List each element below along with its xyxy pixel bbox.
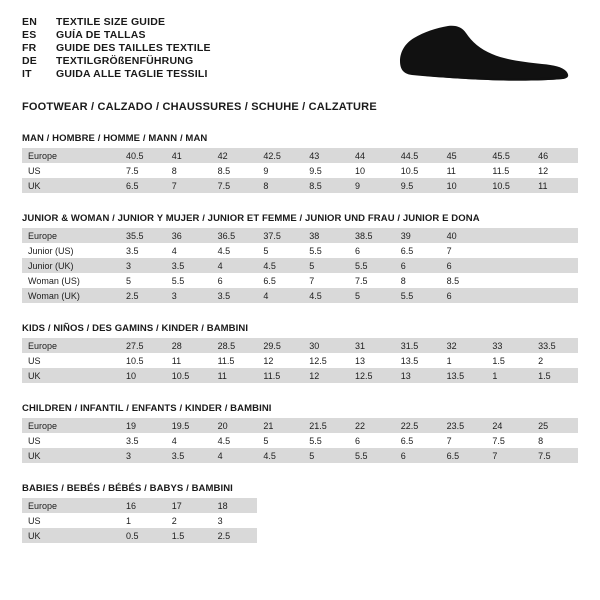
size-cell [532,288,578,303]
row-label: US [22,353,120,368]
language-row [22,55,211,68]
size-cell: 3.5 [166,258,212,273]
size-cell: 8.5 [303,178,349,193]
size-cell: 9.5 [395,178,441,193]
size-cell: 11.5 [486,163,532,178]
size-cell: 21 [257,418,303,433]
language-row [22,42,211,55]
language-title: GUÍA DE TALLAS [56,29,146,42]
size-cell: 6 [441,288,487,303]
size-cell [257,528,303,543]
size-cell [303,498,349,513]
size-cell: 4.5 [303,288,349,303]
size-cell [486,498,532,513]
size-cell: 8 [257,178,303,193]
size-cell: 11 [532,178,578,193]
table-row [22,148,578,163]
size-block-title: BABIES / BEBÉS / BÉBÉS / BABYS / BAMBINI [22,483,233,494]
size-cell: 4 [212,258,258,273]
size-cell: 13 [395,368,441,383]
size-cell: 4.5 [257,258,303,273]
size-block-title: JUNIOR & WOMAN / JUNIOR Y MUJER / JUNIOR ET FEMME / JUNIOR UND FRAU / JUNIOR E DONA [22,213,480,224]
size-cell: 2.5 [212,528,258,543]
size-cell: 28 [166,338,212,353]
size-cell: 6.5 [395,243,441,258]
size-cell: 30 [303,338,349,353]
size-cell: 3.5 [212,288,258,303]
language-code: DE [22,55,37,68]
language-title-list [22,16,211,81]
size-block-title: MAN / HOMBRE / HOMME / MANN / MAN [22,133,208,144]
size-cell [349,498,395,513]
size-cell: 19 [120,418,166,433]
size-cell: 45 [441,148,487,163]
size-block-title: KIDS / NIÑOS / DES GAMINS / KINDER / BAMBINI [22,323,249,334]
row-label: Europe [22,228,120,243]
size-cell [395,528,441,543]
size-cell: 29.5 [257,338,303,353]
size-cell: 33 [486,338,532,353]
row-label: Junior (UK) [22,258,120,273]
size-cell [257,513,303,528]
size-cell: 5.5 [303,243,349,258]
size-cell: 8 [166,163,212,178]
row-label: US [22,433,120,448]
size-block [22,133,578,193]
row-label: Europe [22,338,120,353]
table-row [22,288,578,303]
size-cell: 3.5 [166,448,212,463]
size-cell: 5 [257,243,303,258]
size-cell: 4 [257,288,303,303]
size-cell [486,228,532,243]
size-cell: 11 [212,368,258,383]
size-cell: 4 [166,243,212,258]
size-cell: 3 [166,288,212,303]
size-cell: 18 [212,498,258,513]
size-cell: 11.5 [257,368,303,383]
size-cell: 10.5 [395,163,441,178]
language-row [22,29,211,42]
size-cell: 1.5 [532,368,578,383]
size-cell: 31.5 [395,338,441,353]
size-cell: 7.5 [486,433,532,448]
size-cell: 35.5 [120,228,166,243]
size-cell [395,498,441,513]
size-cell: 43 [303,148,349,163]
size-cell: 4.5 [212,243,258,258]
size-cell: 3 [120,448,166,463]
size-cell [257,498,303,513]
table-row [22,418,578,433]
size-cell: 12.5 [349,368,395,383]
size-cell: 2.5 [120,288,166,303]
size-cell [486,528,532,543]
size-cell: 10.5 [166,368,212,383]
size-cell: 11.5 [212,353,258,368]
size-cell: 23.5 [441,418,487,433]
language-title: GUIDE DES TAILLES TEXTILE [56,42,211,55]
table-row [22,448,578,463]
size-cell: 16 [120,498,166,513]
row-label: Woman (UK) [22,288,120,303]
size-cell: 39 [395,228,441,243]
language-code: ES [22,29,37,42]
size-cell [532,528,578,543]
size-cell [441,513,487,528]
language-code: IT [22,68,32,81]
size-cell: 12 [532,163,578,178]
size-cell: 10.5 [120,353,166,368]
size-cell: 1.5 [166,528,212,543]
size-cell: 2 [166,513,212,528]
size-cell: 42 [212,148,258,163]
size-cell: 7.5 [120,163,166,178]
size-cell: 22.5 [395,418,441,433]
size-table [22,418,578,463]
row-label: UK [22,368,120,383]
size-cell: 20 [212,418,258,433]
table-row [22,178,578,193]
size-cell: 10 [349,163,395,178]
size-cell: 7.5 [349,273,395,288]
size-cell: 1 [441,353,487,368]
size-cell: 37.5 [257,228,303,243]
table-row [22,433,578,448]
language-code: EN [22,16,37,28]
size-cell: 41 [166,148,212,163]
size-cell: 36.5 [212,228,258,243]
size-cell: 1 [120,513,166,528]
size-cell: 4 [212,448,258,463]
size-cell: 38 [303,228,349,243]
size-cell: 33.5 [532,338,578,353]
table-row [22,338,578,353]
size-cell: 12 [257,353,303,368]
size-cell: 6 [395,258,441,273]
size-cell: 6 [441,258,487,273]
size-cell: 5 [349,288,395,303]
size-cell: 9 [349,178,395,193]
size-block [22,483,578,543]
table-row [22,273,578,288]
size-cell: 19.5 [166,418,212,433]
row-label: Europe [22,418,120,433]
size-cell: 7 [441,433,487,448]
size-cell: 7 [303,273,349,288]
size-cell: 5.5 [166,273,212,288]
size-cell [532,513,578,528]
size-block [22,403,578,463]
size-cell [486,243,532,258]
size-cell: 8.5 [212,163,258,178]
size-cell: 10 [120,368,166,383]
size-table [22,228,578,303]
size-cell: 7 [441,243,487,258]
size-cell: 6 [395,448,441,463]
size-cell: 28.5 [212,338,258,353]
row-label: Europe [22,148,120,163]
size-cell [395,513,441,528]
size-cell: 6 [349,433,395,448]
row-label: Junior (US) [22,243,120,258]
size-cell: 6.5 [120,178,166,193]
size-cell: 10 [441,178,487,193]
size-block-title: CHILDREN / INFANTIL / ENFANTS / KINDER / BAMBINI [22,403,272,414]
size-cell: 13.5 [395,353,441,368]
table-row [22,243,578,258]
size-block [22,323,578,383]
row-label: Europe [22,498,120,513]
size-cell: 8 [395,273,441,288]
size-cell: 21.5 [303,418,349,433]
size-cell: 8 [532,433,578,448]
size-cell: 6 [349,243,395,258]
size-cell: 7 [166,178,212,193]
footwear-section-title: FOOTWEAR / CALZADO / CHAUSSURES / SCHUHE / CALZATURE [22,101,377,113]
size-cell: 5 [303,448,349,463]
language-row [22,16,211,29]
size-cell: 6.5 [441,448,487,463]
size-cell: 36 [166,228,212,243]
size-cell: 12 [303,368,349,383]
size-table [22,338,578,383]
size-cell [486,273,532,288]
size-cell: 5 [257,433,303,448]
table-row [22,528,578,543]
size-cell: 7 [486,448,532,463]
size-cell: 5.5 [349,448,395,463]
table-row [22,498,578,513]
size-cell: 0.5 [120,528,166,543]
size-cell: 45.5 [486,148,532,163]
size-cell: 5.5 [349,258,395,273]
table-row [22,228,578,243]
size-cell: 1.5 [486,353,532,368]
size-cell: 1 [486,368,532,383]
size-cell: 4.5 [257,448,303,463]
size-cell: 7.5 [532,448,578,463]
size-cell: 9 [257,163,303,178]
size-cell [532,273,578,288]
table-row [22,258,578,273]
dress-shoe-icon [392,17,572,87]
size-cell [532,228,578,243]
size-cell: 7.5 [212,178,258,193]
size-cell [486,288,532,303]
size-cell: 31 [349,338,395,353]
header [22,16,578,88]
size-cell [303,513,349,528]
table-row [22,513,578,528]
size-cell: 12.5 [303,353,349,368]
language-row [22,68,211,81]
size-cell: 3 [212,513,258,528]
table-row [22,368,578,383]
language-title: TEXTILE SIZE GUIDE [56,16,166,28]
row-label: US [22,163,120,178]
size-cell [532,243,578,258]
size-table [22,498,578,543]
size-cell: 9.5 [303,163,349,178]
size-block [22,213,578,303]
size-cell [486,258,532,273]
size-cell [532,258,578,273]
size-cell: 22 [349,418,395,433]
size-cell [532,498,578,513]
size-cell: 17 [166,498,212,513]
size-table [22,148,578,193]
size-cell: 5 [120,273,166,288]
row-label: UK [22,178,120,193]
shoe-illustration [372,16,572,88]
size-cell: 42.5 [257,148,303,163]
row-label: UK [22,528,120,543]
size-cell: 40.5 [120,148,166,163]
size-cell [441,528,487,543]
size-blocks [22,133,578,543]
table-row [22,163,578,178]
size-cell [349,528,395,543]
size-cell: 5.5 [395,288,441,303]
size-cell: 11 [166,353,212,368]
size-cell: 24 [486,418,532,433]
size-cell: 5.5 [303,433,349,448]
size-cell [303,528,349,543]
size-cell: 40 [441,228,487,243]
size-cell: 25 [532,418,578,433]
language-title: GUIDA ALLE TAGLIE TESSILI [56,68,208,81]
table-row [22,353,578,368]
size-cell: 3.5 [120,243,166,258]
size-cell [349,513,395,528]
size-cell: 3 [120,258,166,273]
size-cell: 3.5 [120,433,166,448]
row-label: US [22,513,120,528]
size-cell [441,498,487,513]
row-label: UK [22,448,120,463]
size-cell: 6 [212,273,258,288]
size-cell: 44.5 [395,148,441,163]
size-cell: 11 [441,163,487,178]
size-cell: 44 [349,148,395,163]
size-cell: 27.5 [120,338,166,353]
size-cell: 2 [532,353,578,368]
size-cell: 8.5 [441,273,487,288]
row-label: Woman (US) [22,273,120,288]
language-code: FR [22,42,37,55]
size-cell: 6.5 [395,433,441,448]
size-cell: 10.5 [486,178,532,193]
size-cell: 13 [349,353,395,368]
size-cell: 4.5 [212,433,258,448]
size-cell [486,513,532,528]
size-cell: 38.5 [349,228,395,243]
language-title: TEXTILGRÖßENFÜHRUNG [56,55,194,68]
size-cell: 6.5 [257,273,303,288]
size-cell: 13.5 [441,368,487,383]
size-cell: 32 [441,338,487,353]
size-cell: 4 [166,433,212,448]
size-cell: 46 [532,148,578,163]
size-cell: 5 [303,258,349,273]
